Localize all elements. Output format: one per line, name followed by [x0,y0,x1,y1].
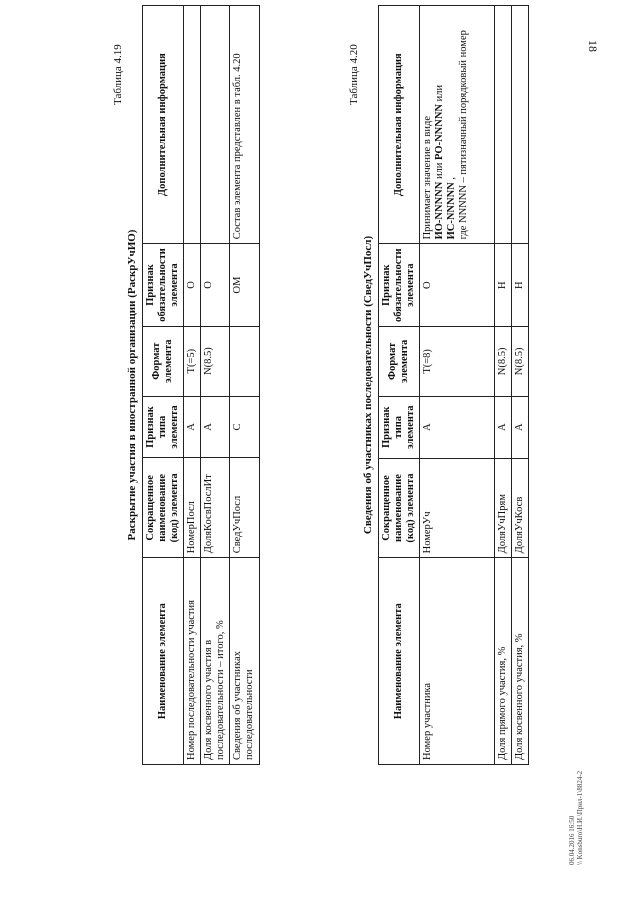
cell-code: НомерУч [420,458,495,558]
info-line: Принимает значение в виде [422,115,434,240]
format-code: ИС-NNNNN [446,182,458,240]
table-header-row [379,6,420,765]
header-cell: Формат элемента [379,326,420,396]
info-line [434,10,446,239]
header-cell: Дополнительная информация [143,6,184,244]
header-cell: Признак обязательности элемента [143,244,184,327]
cell-format [230,326,259,396]
table-4-19 [142,5,260,765]
cell-name: Номер последовательности участия [184,558,201,765]
header-cell: Дополнительная информация [379,6,420,244]
table-row [512,6,529,765]
header-cell: Признак типа элемента [143,396,184,458]
cell-info [495,6,512,244]
table-4-20-caption: Сведения об участниках последовательности (СведУчПосл) [362,235,374,535]
footer-stamp [568,771,585,865]
cell-code: СведУчПосл [230,458,259,558]
cell-type: А [512,396,529,458]
header-cell: Признак обязательности элемента [379,244,420,327]
table-header-row [143,6,184,765]
table-row [184,6,201,765]
cell-type: С [230,396,259,458]
cell-type: А [495,396,512,458]
cell-required: О [184,244,201,327]
cell-info [184,6,201,244]
cell-type: А [201,396,230,458]
cell-required: Н [512,244,529,327]
cell-code: ДоляУчПрям [495,458,512,558]
table-row [495,6,512,765]
cell-info: Состав элемента представлен в табл. 4.20 [230,6,259,244]
header-cell: Формат элемента [143,326,184,396]
table-row [201,6,230,765]
header-cell: Сокращенное наименование (код) элемента [143,458,184,558]
header-cell: Наименование элемента [143,558,184,765]
page-number: 18 [586,40,600,52]
cell-format: N(8.5) [201,326,230,396]
info-text: , [446,177,458,183]
cell-code: ДоляУчКосв [512,458,529,558]
cell-format: T(=5) [184,326,201,396]
table-row [420,6,495,765]
header-cell: Наименование элемента [379,558,420,765]
cell-required: Н [495,244,512,327]
cell-format: T(=8) [420,326,495,396]
table-4-20-label: Таблица 4.20 [348,44,360,105]
cell-required: О [420,244,495,327]
cell-name: Доля косвенного участия, % [512,558,529,765]
cell-format: N(8.5) [512,326,529,396]
info-line: где NNNNN – пятизначный порядковый номер [458,30,470,240]
cell-type: А [184,396,201,458]
header-cell: Сокращенное наименование (код) элемента [379,458,420,558]
cell-name: Сведения об участниках последовательности [230,558,259,765]
format-code: РО-NNNNN [434,104,446,160]
cell-name: Номер участника [420,558,495,765]
table-4-20 [378,5,529,765]
table-4-19-label: Таблица 4.19 [112,44,124,105]
info-text: или [434,159,446,182]
cell-code: ДоляКосвПослИт [201,458,230,558]
cell-name: Доля косвенного участия в последовательности – итого, % [201,558,230,765]
info-text: или [434,84,446,104]
cell-name: Доля прямого участия, % [495,558,512,765]
cell-format: N(8.5) [495,326,512,396]
header-cell: Признак типа элемента [379,396,420,458]
cell-code: НомерПосл [184,458,201,558]
footer-line: 06.04.2016 16:50 [568,815,576,865]
cell-type: А [420,396,495,458]
cell-info [420,6,495,244]
cell-info [512,6,529,244]
footer-line: \\ Konsburo\Н.И.\Прил-1\8824-2 [576,770,585,865]
table-4-19-caption: Раскрытие участия в иностранной организации (РаскрУчИО) [126,229,138,541]
cell-required: ОМ [230,244,259,327]
format-code: ИО-NNNNN [434,181,446,240]
cell-info [201,6,230,244]
info-line [446,10,458,239]
cell-required: О [201,244,230,327]
table-row [230,6,259,765]
